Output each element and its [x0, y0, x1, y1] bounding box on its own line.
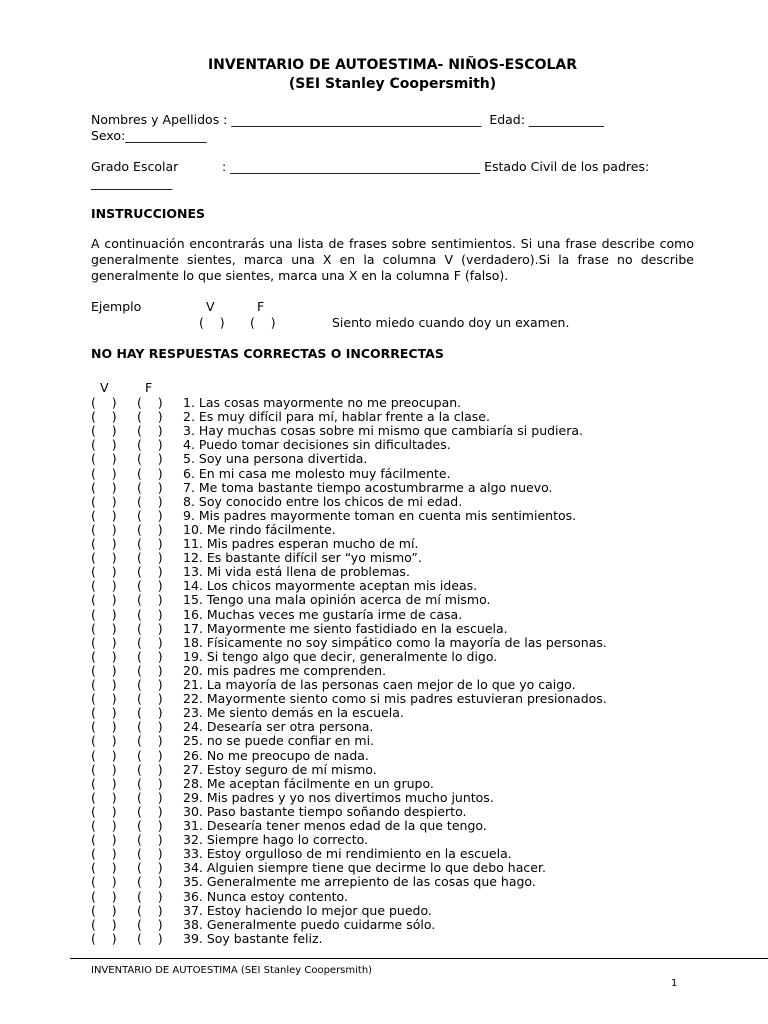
statement-text: 20. mis padres me comprenden. [183, 662, 387, 678]
field-name-age: Nombres y Apellidos : ________________________________________ Edad: ____________ [91, 112, 604, 127]
f-checkbox[interactable]: ( ) [137, 874, 163, 890]
f-checkbox[interactable]: ( ) [137, 902, 163, 918]
example-f-header: F [257, 299, 265, 314]
v-checkbox[interactable]: ( ) [91, 888, 117, 904]
v-checkbox[interactable]: ( ) [91, 536, 117, 551]
f-checkbox[interactable]: ( ) [137, 789, 163, 805]
v-checkbox[interactable]: ( ) [91, 860, 117, 876]
v-checkbox[interactable]: ( ) [91, 733, 117, 749]
f-checkbox[interactable]: ( ) [137, 803, 163, 819]
v-checkbox[interactable]: ( ) [91, 803, 117, 819]
f-checkbox[interactable]: ( ) [137, 592, 163, 608]
statement-text: 30. Paso bastante tiempo soñando despierto. [183, 803, 467, 819]
document-title [91, 56, 694, 94]
f-checkbox[interactable]: ( ) [137, 465, 163, 481]
statement-text: 3. Hay muchas cosas sobre mi mismo que cambiaría si pudiera. [183, 423, 583, 439]
statement-text: 7. Me toma bastante tiempo acostumbrarme a algo nuevo. [183, 479, 553, 495]
f-checkbox[interactable]: ( ) [137, 395, 163, 410]
f-checkbox[interactable]: ( ) [137, 606, 163, 622]
f-checkbox[interactable]: ( ) [137, 733, 163, 749]
v-checkbox[interactable]: ( ) [91, 789, 117, 805]
v-checkbox[interactable]: ( ) [91, 395, 117, 410]
f-checkbox[interactable]: ( ) [137, 493, 163, 509]
f-checkbox[interactable]: ( ) [137, 451, 163, 467]
v-checkbox[interactable]: ( ) [91, 409, 117, 425]
statement-text: 15. Tengo una mala opinión acerca de mí mismo. [183, 592, 491, 608]
field-grade-civil-status: Grado Escolar : ________________________________________ Estado Civil de los padres: [91, 159, 650, 174]
statement-text: 27. Estoy seguro de mí mismo. [183, 761, 377, 777]
v-checkbox[interactable]: ( ) [91, 902, 117, 918]
v-checkbox[interactable]: ( ) [91, 677, 117, 692]
statement-text: 29. Mis padres y yo nos divertimos mucho juntos. [183, 789, 494, 805]
v-checkbox[interactable]: ( ) [91, 874, 117, 890]
v-checkbox[interactable]: ( ) [91, 832, 117, 848]
v-checkbox[interactable]: ( ) [91, 818, 117, 833]
statement-text: 34. Alguien siempre tiene que decirme lo que debo hacer. [183, 860, 546, 876]
f-checkbox[interactable]: ( ) [137, 818, 163, 833]
v-checkbox[interactable]: ( ) [91, 662, 117, 678]
statement-text: 26. No me preocupo de nada. [183, 747, 369, 763]
v-checkbox[interactable]: ( ) [91, 550, 117, 566]
f-checkbox[interactable]: ( ) [137, 437, 163, 453]
statement-text: 9. Mis padres mayormente toman en cuenta mis sentimientos. [183, 507, 577, 523]
v-checkbox[interactable]: ( ) [91, 620, 117, 636]
v-checkbox[interactable]: ( ) [91, 930, 117, 946]
f-checkbox[interactable]: ( ) [137, 521, 163, 537]
field-civil-status-blank: _____________ [91, 175, 173, 190]
v-checkbox[interactable]: ( ) [91, 846, 117, 862]
statement-text: 21. La mayoría de las personas caen mejor de lo que yo caigo. [183, 677, 576, 692]
v-checkbox[interactable]: ( ) [91, 606, 117, 622]
statement-text: 11. Mis padres esperan mucho de mí. [183, 536, 419, 551]
v-checkbox[interactable]: ( ) [91, 521, 117, 537]
f-checkbox[interactable]: ( ) [137, 550, 163, 566]
statement-text: 5. Soy una persona divertida. [183, 451, 368, 467]
example-f-box: ( ) [250, 315, 276, 330]
page-number: 1 [671, 978, 678, 989]
f-checkbox[interactable]: ( ) [137, 832, 163, 848]
v-checkbox[interactable]: ( ) [91, 423, 117, 439]
v-checkbox[interactable]: ( ) [91, 507, 117, 523]
f-checkbox[interactable]: ( ) [137, 916, 163, 932]
f-checkbox[interactable]: ( ) [137, 888, 163, 904]
f-checkbox[interactable]: ( ) [137, 634, 163, 650]
f-checkbox[interactable]: ( ) [137, 423, 163, 439]
v-checkbox[interactable]: ( ) [91, 634, 117, 650]
f-checkbox[interactable]: ( ) [137, 691, 163, 707]
title-line-1: INVENTARIO DE AUTOESTIMA- NIÑOS-ESCOLAR [207, 57, 578, 73]
statement-text: 25. no se puede confiar en mi. [183, 733, 375, 749]
f-checkbox[interactable]: ( ) [137, 705, 163, 721]
f-checkbox[interactable]: ( ) [137, 930, 163, 946]
statement-text: 1. Las cosas mayormente no me preocupan. [183, 395, 462, 410]
f-checkbox[interactable]: ( ) [137, 479, 163, 495]
f-checkbox[interactable]: ( ) [137, 620, 163, 636]
statement-text: 39. Soy bastante feliz. [183, 930, 323, 946]
column-header-v: V [100, 380, 109, 395]
statement-text: 38. Generalmente puedo cuidarme sólo. [183, 916, 436, 932]
example-v-box: ( ) [199, 315, 225, 330]
statement-text: 36. Nunca estoy contento. [183, 888, 348, 904]
v-checkbox[interactable]: ( ) [91, 761, 117, 777]
column-header-f: F [145, 380, 153, 395]
f-checkbox[interactable]: ( ) [137, 536, 163, 551]
f-checkbox[interactable]: ( ) [137, 648, 163, 664]
f-checkbox[interactable]: ( ) [137, 578, 163, 594]
statement-text: 4. Puedo tomar decisiones sin dificultades. [183, 437, 451, 453]
example-sentence: Siento miedo cuando doy un examen. [332, 315, 570, 330]
statement-text: 19. Si tengo algo que decir, generalmente lo digo. [183, 648, 498, 664]
v-checkbox[interactable]: ( ) [91, 437, 117, 453]
statement-text: 32. Siempre hago lo correcto. [183, 832, 368, 848]
v-checkbox[interactable]: ( ) [91, 578, 117, 594]
f-checkbox[interactable]: ( ) [137, 719, 163, 735]
example-label: Ejemplo [91, 299, 142, 314]
f-checkbox[interactable]: ( ) [137, 846, 163, 862]
v-checkbox[interactable]: ( ) [91, 592, 117, 608]
statement-text: 31. Desearía tener menos edad de la que tengo. [183, 818, 487, 833]
field-sex: Sexo:_____________ [91, 128, 207, 143]
f-checkbox[interactable]: ( ) [137, 564, 163, 580]
statement-text: 35. Generalmente me arrepiento de las cosas que hago. [183, 874, 536, 890]
f-checkbox[interactable]: ( ) [137, 775, 163, 791]
example-v-header: V [206, 299, 215, 314]
footer-text: INVENTARIO DE AUTOESTIMA (SEI Stanley Coopersmith) [91, 965, 373, 976]
f-checkbox[interactable]: ( ) [137, 761, 163, 777]
v-checkbox[interactable]: ( ) [91, 916, 117, 932]
statement-text: 8. Soy conocido entre los chicos de mi edad. [183, 493, 463, 509]
statement-text: 28. Me aceptan fácilmente en un grupo. [183, 775, 434, 791]
f-checkbox[interactable]: ( ) [137, 409, 163, 425]
v-checkbox[interactable]: ( ) [91, 564, 117, 580]
instructions-text: A continuación encontrarás una lista de frases sobre sentimientos. Si una frase describe como generalmente sientes, marca una X en la columna V (verdadero).Si la frase no describe generalmente lo que sientes, marca una X en la columna F (falso). [91, 236, 694, 283]
f-checkbox[interactable]: ( ) [137, 662, 163, 678]
statement-text: 24. Desearía ser otra persona. [183, 719, 374, 735]
statement-text: 17. Mayormente me siento fastidiado en la escuela. [183, 620, 508, 636]
statement-text: 10. Me rindo fácilmente. [183, 521, 336, 537]
v-checkbox[interactable]: ( ) [91, 691, 117, 707]
f-checkbox[interactable]: ( ) [137, 507, 163, 523]
v-checkbox[interactable]: ( ) [91, 747, 117, 763]
statement-text: 23. Me siento demás en la escuela. [183, 705, 404, 721]
title-line-2: (SEI Stanley Coopersmith) [288, 76, 497, 92]
statement-text: 37. Estoy haciendo lo mejor que puedo. [183, 902, 432, 918]
statement-text: 6. En mi casa me molesto muy fácilmente. [183, 465, 451, 481]
v-checkbox[interactable]: ( ) [91, 719, 117, 735]
instructions-heading: INSTRUCCIONES [91, 206, 206, 221]
notice-heading: NO HAY RESPUESTAS CORRECTAS O INCORRECTAS [91, 346, 444, 361]
v-checkbox[interactable]: ( ) [91, 648, 117, 664]
f-checkbox[interactable]: ( ) [137, 860, 163, 876]
statement-text: 12. Es bastante difícil ser “yo mismo”. [183, 550, 422, 566]
v-checkbox[interactable]: ( ) [91, 465, 117, 481]
statement-text: 18. Físicamente no soy simpático como la mayoría de las personas. [183, 634, 607, 650]
v-checkbox[interactable]: ( ) [91, 479, 117, 495]
statement-text: 13. Mi vida está llena de problemas. [183, 564, 410, 580]
statement-text: 16. Muchas veces me gustaría irme de casa. [183, 606, 463, 622]
statement-text: 2. Es muy difícil para mí, hablar frente a la clase. [183, 409, 490, 425]
v-checkbox[interactable]: ( ) [91, 705, 117, 721]
v-checkbox[interactable]: ( ) [91, 775, 117, 791]
statement-text: 33. Estoy orgulloso de mi rendimiento en la escuela. [183, 846, 512, 862]
f-checkbox[interactable]: ( ) [137, 677, 163, 692]
statement-text: 22. Mayormente siento como si mis padres estuvieran presionados. [183, 691, 607, 707]
v-checkbox[interactable]: ( ) [91, 451, 117, 467]
f-checkbox[interactable]: ( ) [137, 747, 163, 763]
footer-divider [70, 958, 768, 959]
statement-text: 14. Los chicos mayormente aceptan mis ideas. [183, 578, 478, 594]
v-checkbox[interactable]: ( ) [91, 493, 117, 509]
